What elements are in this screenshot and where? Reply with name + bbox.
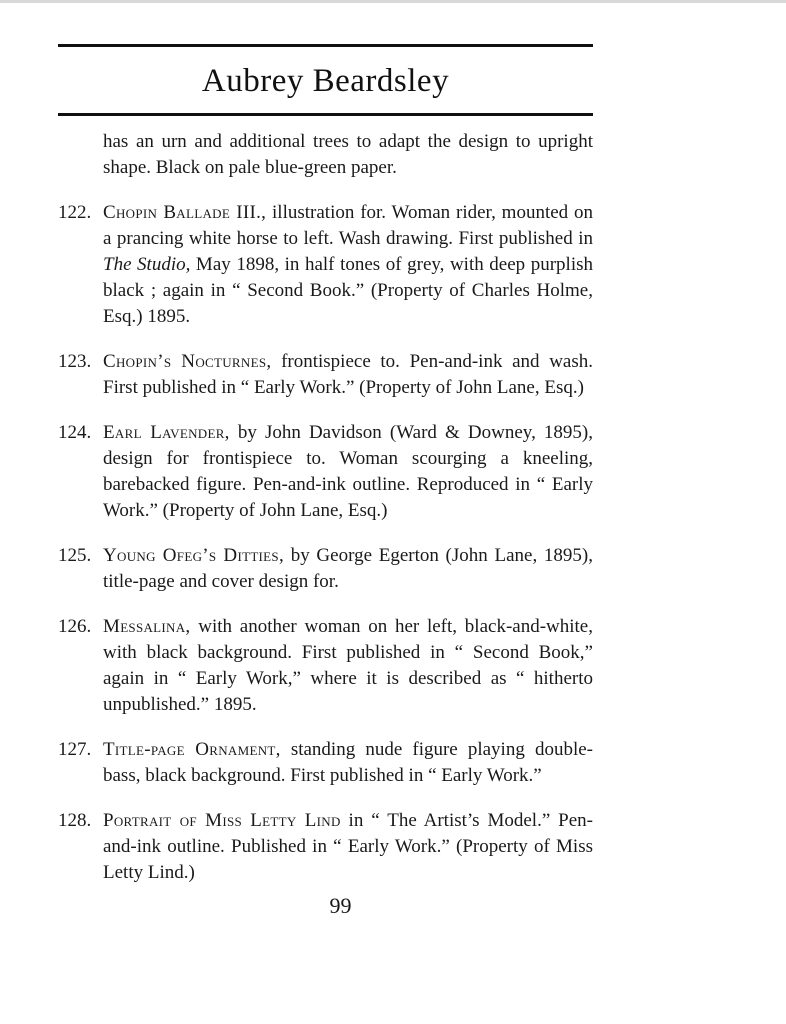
book-page bbox=[58, 44, 593, 919]
entry-title: Title-page Ornament, bbox=[103, 739, 281, 760]
entry-title: Chopin Ballade III., bbox=[103, 202, 267, 223]
entry-title: Earl Lavender, bbox=[103, 422, 230, 443]
continuation-paragraph: has an urn and additional trees to adapt the design to upright shape. Black on pale blue-green paper. bbox=[103, 131, 593, 178]
entry-number: 124. bbox=[58, 422, 92, 443]
entry-description: with another woman on her left, black-and-white, with black background. First published in “ Second Book,” again in “ Early Work,” where it is described as “ hitherto unpublished.” 1895. bbox=[103, 616, 593, 715]
entry-title: Portrait of Miss Letty Lind bbox=[103, 810, 341, 831]
entry-number: 127. bbox=[58, 739, 92, 760]
catalogue-entry-123 bbox=[58, 349, 593, 401]
entry-title: Chopin’s Nocturnes, bbox=[103, 351, 272, 372]
entry-title: Young Ofeg’s Ditties, bbox=[103, 545, 285, 566]
entry-number: 126. bbox=[58, 616, 92, 637]
entry-number: 125. bbox=[58, 545, 92, 566]
catalogue-body bbox=[58, 129, 593, 886]
catalogue-entry-126 bbox=[58, 614, 593, 718]
entry-number: 123. bbox=[58, 351, 92, 372]
entry-number: 128. bbox=[58, 810, 92, 831]
catalogue-entry-128 bbox=[58, 808, 593, 886]
entry-description-continued: May 1898, in half tones of grey, with deep purplish black ; again in “ Second Book.” (Property of Charles Holme, Esq.) 1895. bbox=[103, 254, 593, 327]
catalogue-entry-127 bbox=[58, 737, 593, 789]
entry-description: illustration for. Woman rider, mounted on a prancing white horse to left. Wash drawing. First published in bbox=[103, 202, 593, 249]
header-rule-bottom bbox=[58, 113, 593, 116]
catalogue-entry-124 bbox=[58, 420, 593, 524]
entry-description: standing nude figure playing double-bass, black background. First published in “ Early Work.” bbox=[103, 739, 593, 786]
entry-description: frontispiece to. Pen-and-ink and wash. First published in “ Early Work.” (Property of John Lane, Esq.) bbox=[103, 351, 593, 398]
entry-title: Messalina, bbox=[103, 616, 191, 637]
entry-description: by John Davidson (Ward & Downey, 1895), design for frontispiece to. Woman scourging a kneeling, barebacked figure. Pen-and-ink outline. Reproduced in “ Early Work.” (Property of John Lane, Esq.) bbox=[103, 422, 594, 521]
viewer-top-edge bbox=[0, 0, 786, 3]
entry-number: 122. bbox=[58, 202, 92, 223]
entry-description: by George Egerton (John Lane, 1895), title-page and cover design for. bbox=[103, 545, 593, 592]
catalogue-entry-122 bbox=[58, 200, 593, 330]
catalogue-entry-125 bbox=[58, 543, 593, 595]
running-header-title: Aubrey Beardsley bbox=[201, 63, 450, 99]
entry-description: in “ The Artist’s Model.” Pen-and-ink outline. Published in “ Early Work.” (Property of Miss Letty Lind.) bbox=[103, 810, 593, 883]
page-number: 99 bbox=[329, 893, 352, 918]
publication-title: The Studio, bbox=[103, 254, 191, 275]
